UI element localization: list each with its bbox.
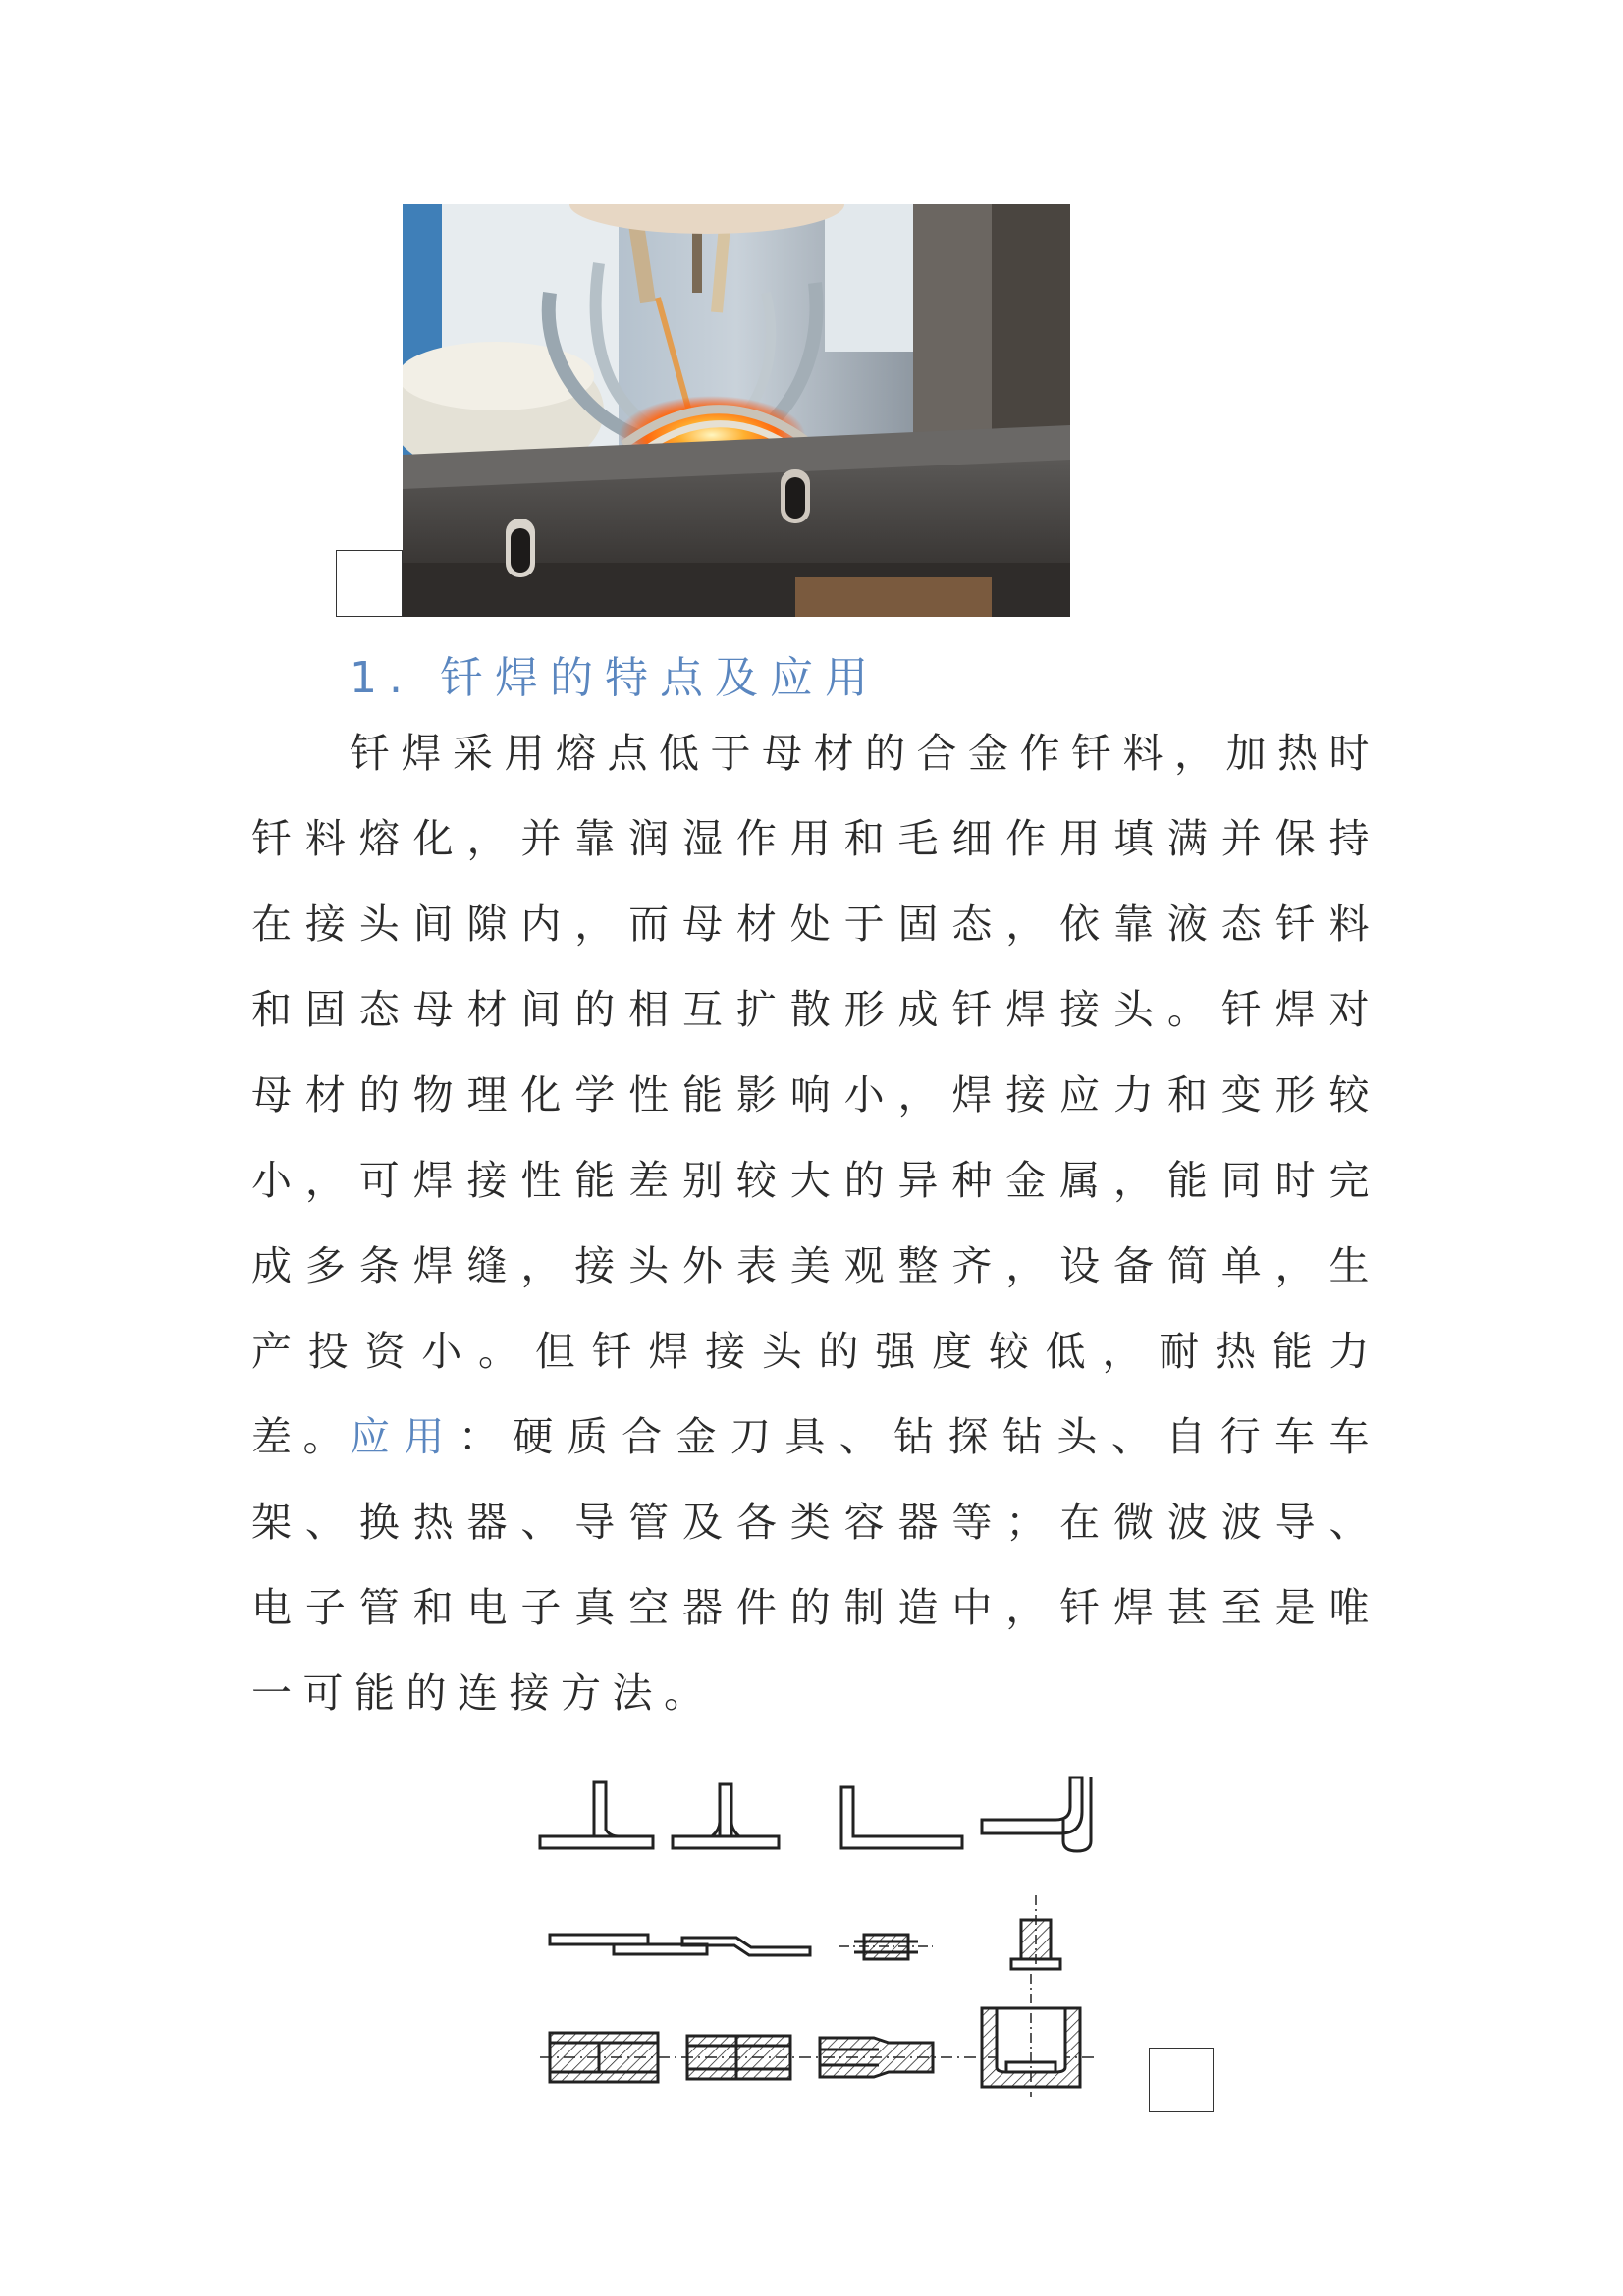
diagram-frame-marker-label [1150,2049,1213,2052]
image-frame-marker [336,550,403,617]
section-heading: 1. 钎焊的特点及应用 [350,653,880,703]
characteristics-paragraph: 钎焊采用熔点低于母材的合金作钎料，加热时钎料熔化，并靠润湿作用和毛细作用填满并保持在接头间隙内，而母材处于固态，依靠液态钎料和固态母材间的相互扩散形成钎焊接头。钎焊对母材的物理化学性能影响小，焊接应力和变形较小，可焊接性能差别较大的异种金属，能同时完成多条焊缝，接头外表美观整齐，设备简单，生产投资小。但钎焊接头的强度较低，耐热能力差。 [251,730,1380,1460]
frame-marker-label [337,551,402,555]
brazing-photo [403,204,1070,617]
applications-paragraph [251,1394,1380,1736]
diagram-frame-marker [1149,2048,1214,2112]
applications-text: ：硬质合金刀具、钻探钻头、自行车车架、换热器、导管及各类容器等；在微波波导、电子管和电子真空器件的制造中，钎焊甚至是唯一可能的连接方法。 [251,1413,1381,1717]
applications-label: 应用 [350,1413,459,1460]
joint-types-diagram [525,1773,1114,2111]
